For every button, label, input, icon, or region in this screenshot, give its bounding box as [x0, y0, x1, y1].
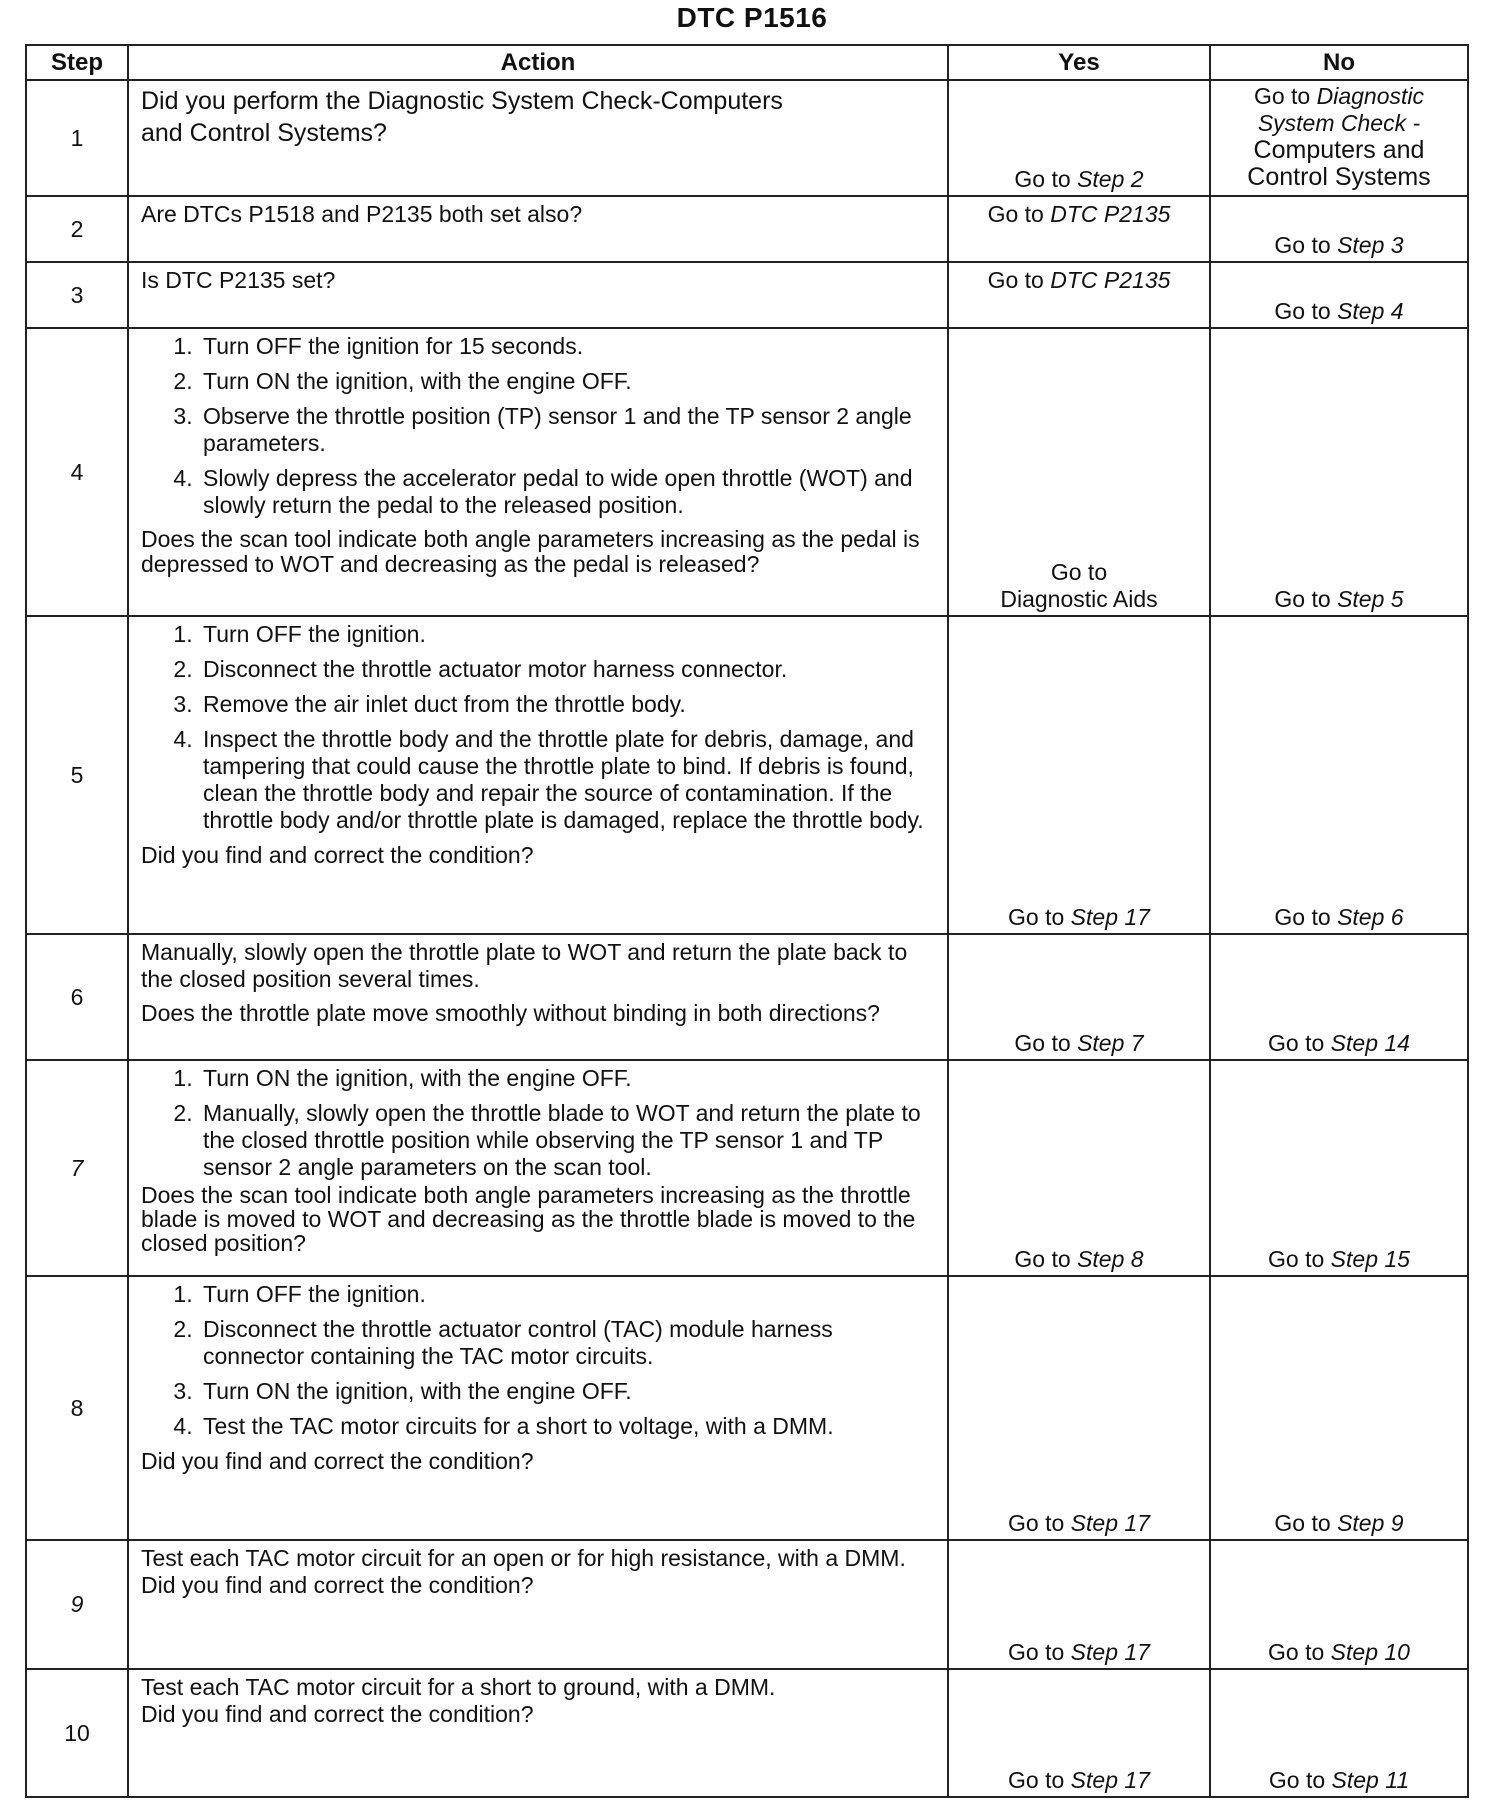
table-row [26, 262, 1468, 328]
step-number: 4 [26, 328, 128, 616]
yes-cell [948, 1276, 1210, 1540]
yes-target: Step 17 [1070, 1639, 1150, 1665]
table-row [26, 196, 1468, 262]
no-suffix: Computers and Control Systems [1247, 136, 1431, 191]
yes-target: DTC P2135 [1050, 267, 1171, 293]
no-prefix: Go to [1274, 298, 1338, 324]
no-target: Step 6 [1337, 904, 1404, 930]
action-cell [128, 1276, 948, 1540]
table-row [26, 934, 1468, 1060]
yes-prefix: Go to [1014, 1030, 1078, 1056]
action-cell [128, 1669, 948, 1797]
no-target: Step 5 [1337, 586, 1404, 612]
no-prefix: Go to [1274, 904, 1338, 930]
header-action: Action [128, 45, 948, 80]
list-item: 4. Test the TAC motor circuits for a short to voltage, with a DMM. [199, 1413, 937, 1440]
question-text: Does the throttle plate move smoothly without binding in both directions? [141, 1000, 880, 1026]
action-text: Did you perform the Diagnostic System Check-Computers and Control Systems? [141, 87, 783, 147]
instruction-list [141, 621, 937, 842]
yes-cell [948, 80, 1210, 196]
list-item: 1. Turn ON the ignition, with the engine OFF. [199, 1065, 937, 1092]
instruction-list [141, 1281, 937, 1448]
yes-target: Step 17 [1070, 904, 1150, 930]
step-number: 5 [26, 616, 128, 934]
no-target: Step 9 [1337, 1510, 1404, 1536]
no-prefix: Go to [1268, 1030, 1331, 1056]
no-cell [1210, 1276, 1468, 1540]
action-text: Manually, slowly open the throttle plate to WOT and return the plate back to the closed position several times. [141, 939, 908, 992]
no-prefix: Go to [1268, 1246, 1331, 1272]
action-text: Is DTC P2135 set? [141, 267, 336, 293]
list-item: 2. Turn ON the ignition, with the engine OFF. [199, 368, 937, 395]
action-cell [128, 80, 948, 196]
step-number: 6 [26, 934, 128, 1060]
no-prefix: Go to [1274, 586, 1338, 612]
yes-target: Step 2 [1077, 166, 1144, 192]
action-text: Test each TAC motor circuit for a short to ground, with a DMM. [141, 1674, 776, 1700]
no-cell [1210, 616, 1468, 934]
no-cell [1210, 1540, 1468, 1669]
action-cell [128, 196, 948, 262]
no-prefix: Go to [1268, 1767, 1332, 1793]
no-cell [1210, 1060, 1468, 1276]
yes-target: Step 17 [1070, 1767, 1150, 1793]
question-text: Does the scan tool indicate both angle parameters increasing as the pedal is depressed to WOT and decreasing as the pedal is released? [141, 526, 920, 577]
list-item: 4. Inspect the throttle body and the throttle plate for debris, damage, and tampering that could cause the throttle plate to bind. If debris is found, clean the throttle body and repair the source of contamination. If the throttle body and/or throttle plate is damaged, replace the throttle body. [199, 726, 937, 834]
yes-prefix: Go to [1008, 1639, 1071, 1665]
yes-prefix: Go to [1008, 904, 1071, 930]
table-row [26, 616, 1468, 934]
step-number: 8 [26, 1276, 128, 1540]
header-no: No [1210, 45, 1468, 80]
yes-prefix: Go to [1014, 166, 1078, 192]
step-number: 2 [26, 196, 128, 262]
action-text: Are DTCs P1518 and P2135 both set also? [141, 201, 583, 227]
yes-prefix: Go to [987, 201, 1051, 227]
header-step: Step [26, 45, 128, 80]
yes-cell [948, 1669, 1210, 1797]
list-item: 4. Slowly depress the accelerator pedal to wide open throttle (WOT) and slowly return the pedal to the released position. [199, 465, 937, 519]
no-prefix: Go to [1274, 232, 1338, 258]
table-header-row [26, 45, 1468, 80]
no-cell [1210, 934, 1468, 1060]
yes-target: Step 17 [1070, 1510, 1150, 1536]
list-item: 3. Turn ON the ignition, with the engine OFF. [199, 1378, 937, 1405]
no-prefix: Go to [1253, 83, 1317, 109]
step-number: 9 [26, 1540, 128, 1669]
no-cell [1210, 262, 1468, 328]
no-cell [1210, 196, 1468, 262]
list-item: 2. Disconnect the throttle actuator motor harness connector. [199, 656, 937, 683]
action-cell [128, 262, 948, 328]
list-item: 1. Turn OFF the ignition. [199, 1281, 937, 1308]
table-row [26, 1540, 1468, 1669]
yes-cell [948, 616, 1210, 934]
action-cell [128, 1060, 948, 1276]
no-prefix: Go to [1268, 1639, 1331, 1665]
no-target: Step 10 [1330, 1639, 1410, 1665]
no-target: Step 14 [1330, 1030, 1410, 1056]
yes-cell [948, 262, 1210, 328]
step-number: 7 [26, 1060, 128, 1276]
action-cell [128, 1540, 948, 1669]
list-item: 1. Turn OFF the ignition for 15 seconds. [199, 333, 937, 360]
no-prefix: Go to [1274, 1510, 1338, 1536]
yes-target: Step 7 [1077, 1030, 1144, 1056]
list-item: 3. Remove the air inlet duct from the throttle body. [199, 691, 937, 718]
no-cell [1210, 80, 1468, 196]
action-cell [128, 934, 948, 1060]
table-row [26, 1060, 1468, 1276]
table-row [26, 1276, 1468, 1540]
table-row [26, 328, 1468, 616]
list-item: 2. Manually, slowly open the throttle blade to WOT and return the plate to the closed throttle position while observing the TP sensor 1 and TP sensor 2 angle parameters on the scan tool. [199, 1100, 937, 1181]
no-cell [1210, 328, 1468, 616]
diagnostic-table [25, 44, 1469, 1798]
question-text: Did you find and correct the condition? [141, 1701, 534, 1727]
action-text: Test each TAC motor circuit for an open or for high resistance, with a DMM. [141, 1545, 906, 1571]
table-row [26, 1669, 1468, 1797]
page-title: DTC P1516 [676, 2, 828, 33]
no-target: Step 4 [1337, 298, 1404, 324]
yes-cell [948, 934, 1210, 1060]
yes-prefix: Go to [1014, 1246, 1078, 1272]
no-target: Step 15 [1330, 1246, 1410, 1272]
no-target: Step 3 [1337, 232, 1404, 258]
step-number: 3 [26, 262, 128, 328]
yes-target: DTC P2135 [1050, 201, 1171, 227]
no-target: Diagnostic System Check - [1257, 83, 1425, 136]
no-cell [1210, 1669, 1468, 1797]
yes-cell [948, 1540, 1210, 1669]
instruction-list [141, 1065, 937, 1183]
step-number: 10 [26, 1669, 128, 1797]
instruction-list [141, 333, 937, 527]
table-row [26, 80, 1468, 196]
question-text: Does the scan tool indicate both angle parameters increasing as the throttle blade is moved to WOT and decreasing as the throttle blade is moved to the closed position? [141, 1182, 916, 1256]
yes-cell: Go to Diagnostic Aids [948, 328, 1210, 616]
list-item: 3. Observe the throttle position (TP) sensor 1 and the TP sensor 2 angle parameters. [199, 403, 937, 457]
yes-cell [948, 1060, 1210, 1276]
header-yes: Yes [948, 45, 1210, 80]
yes-prefix: Go to [1008, 1510, 1071, 1536]
question-text: Did you find and correct the condition? [141, 842, 534, 868]
question-text: Did you find and correct the condition? [141, 1448, 534, 1474]
no-target: Step 11 [1331, 1767, 1410, 1793]
action-cell [128, 328, 948, 616]
question-text: Did you find and correct the condition? [141, 1572, 534, 1598]
yes-target: Step 8 [1077, 1246, 1144, 1272]
list-item: 1. Turn OFF the ignition. [199, 621, 937, 648]
action-cell [128, 616, 948, 934]
yes-cell [948, 196, 1210, 262]
list-item: 2. Disconnect the throttle actuator control (TAC) module harness connector containing the TAC motor circuits. [199, 1316, 937, 1370]
step-number: 1 [26, 80, 128, 196]
yes-prefix: Go to [987, 267, 1051, 293]
yes-prefix: Go to [1008, 1767, 1071, 1793]
